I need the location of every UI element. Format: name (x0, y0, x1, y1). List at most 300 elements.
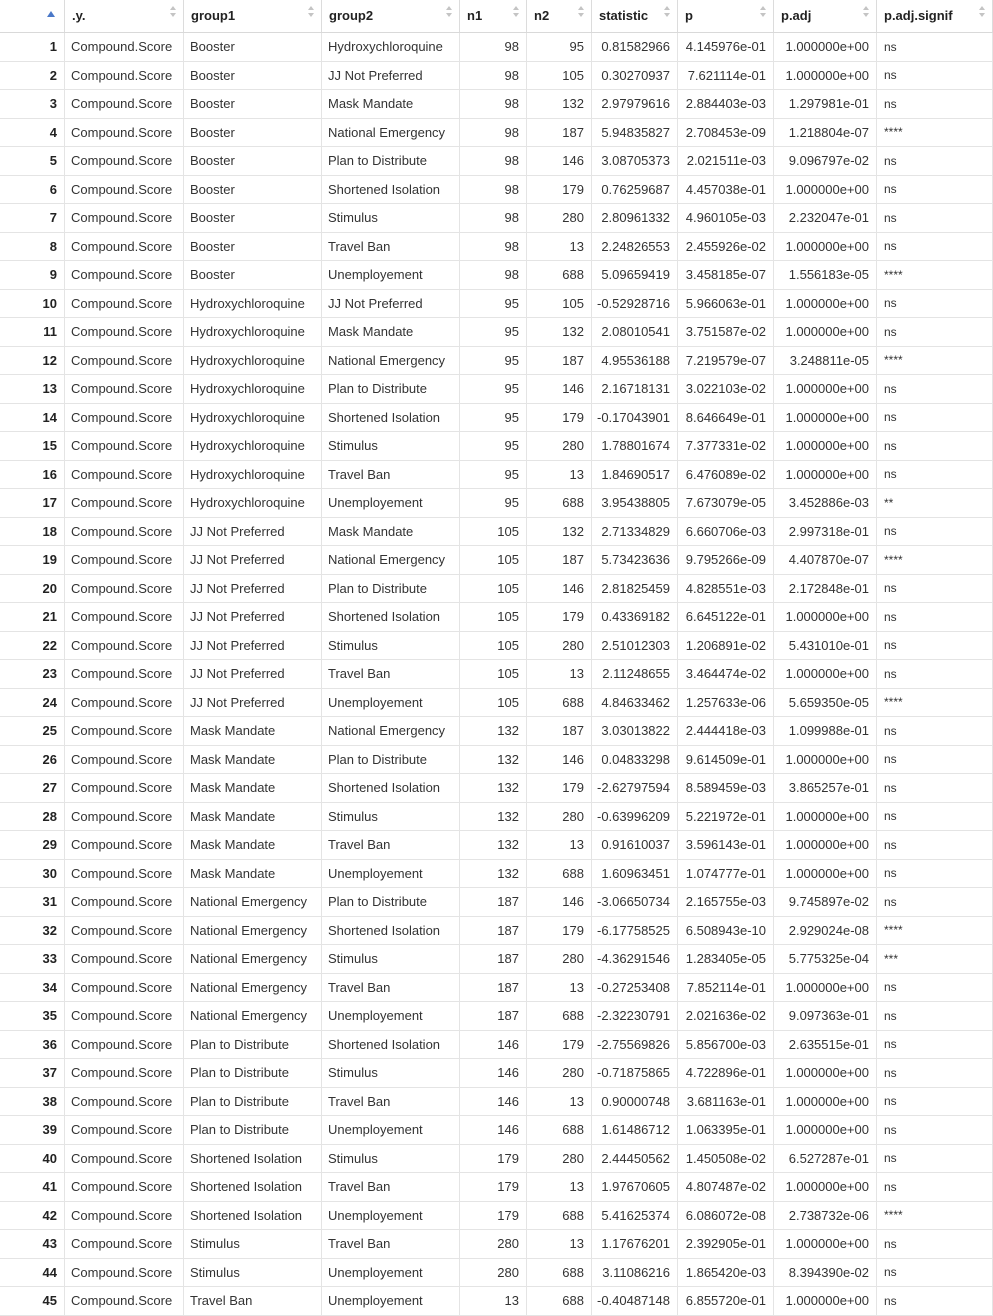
cell-group2: Travel Ban (322, 1088, 460, 1116)
cell-p-adj-signif: ns (877, 1059, 993, 1087)
table-row[interactable] (0, 632, 993, 661)
table-row[interactable] (0, 1230, 993, 1259)
cell-p: 4.722896e-01 (678, 1059, 774, 1087)
cell-statistic: 2.51012303 (592, 632, 678, 660)
table-row[interactable] (0, 461, 993, 490)
cell-group1: JJ Not Preferred (184, 660, 322, 688)
cell-p-adj-signif: ns (877, 290, 993, 318)
column-header-n1[interactable] (460, 0, 527, 32)
cell-p: 1.257633e-06 (678, 689, 774, 717)
cell-n1: 95 (460, 347, 527, 375)
row-index: 13 (0, 375, 65, 403)
cell-n1: 132 (460, 860, 527, 888)
cell-p-adj-signif: ns (877, 204, 993, 232)
cell-n1: 146 (460, 1088, 527, 1116)
cell-statistic: 4.84633462 (592, 689, 678, 717)
cell-n2: 187 (527, 119, 592, 147)
table-row[interactable] (0, 917, 993, 946)
cell-group2: Travel Ban (322, 1173, 460, 1201)
cell-n2: 688 (527, 1116, 592, 1144)
column-header-label: .y. (72, 8, 86, 23)
cell-p: 4.807487e-02 (678, 1173, 774, 1201)
cell-p-adj: 1.000000e+00 (774, 660, 877, 688)
cell-p: 4.145976e-01 (678, 33, 774, 61)
cell-n2: 13 (527, 831, 592, 859)
cell-statistic: -0.71875865 (592, 1059, 678, 1087)
cell-n1: 105 (460, 603, 527, 631)
cell-y: Compound.Score (65, 33, 184, 61)
table-row[interactable] (0, 1059, 993, 1088)
cell-n1: 146 (460, 1116, 527, 1144)
table-row[interactable] (0, 518, 993, 547)
cell-group2: Mask Mandate (322, 518, 460, 546)
table-row[interactable] (0, 1259, 993, 1288)
cell-n1: 98 (460, 33, 527, 61)
cell-statistic: 2.11248655 (592, 660, 678, 688)
table-row[interactable] (0, 33, 993, 62)
row-index: 22 (0, 632, 65, 660)
cell-p-adj-signif: **** (877, 119, 993, 147)
cell-y: Compound.Score (65, 147, 184, 175)
row-index: 17 (0, 489, 65, 517)
table-row[interactable] (0, 1116, 993, 1145)
cell-n1: 105 (460, 575, 527, 603)
cell-group2: JJ Not Preferred (322, 290, 460, 318)
cell-y: Compound.Score (65, 1173, 184, 1201)
cell-p-adj: 6.527287e-01 (774, 1145, 877, 1173)
cell-y: Compound.Score (65, 1088, 184, 1116)
cell-p: 3.464474e-02 (678, 660, 774, 688)
cell-n1: 98 (460, 261, 527, 289)
cell-p: 1.206891e-02 (678, 632, 774, 660)
cell-group1: Booster (184, 176, 322, 204)
table-row[interactable] (0, 689, 993, 718)
cell-statistic: 2.08010541 (592, 318, 678, 346)
cell-group1: Booster (184, 62, 322, 90)
cell-p-adj-signif: ns (877, 1230, 993, 1258)
table-row[interactable] (0, 147, 993, 176)
cell-group1: Hydroxychloroquine (184, 404, 322, 432)
cell-n1: 132 (460, 831, 527, 859)
cell-p-adj-signif: ns (877, 318, 993, 346)
cell-p-adj: 1.000000e+00 (774, 62, 877, 90)
table-row[interactable] (0, 404, 993, 433)
cell-group1: JJ Not Preferred (184, 603, 322, 631)
cell-p: 3.458185e-07 (678, 261, 774, 289)
row-index: 25 (0, 717, 65, 745)
cell-p: 3.022103e-02 (678, 375, 774, 403)
cell-n1: 105 (460, 546, 527, 574)
table-row[interactable] (0, 119, 993, 148)
cell-n1: 187 (460, 888, 527, 916)
table-row[interactable] (0, 546, 993, 575)
cell-y: Compound.Score (65, 917, 184, 945)
cell-statistic: -6.17758525 (592, 917, 678, 945)
cell-statistic: 2.71334829 (592, 518, 678, 546)
cell-y: Compound.Score (65, 575, 184, 603)
cell-group1: Mask Mandate (184, 831, 322, 859)
cell-n2: 132 (527, 90, 592, 118)
cell-group1: Hydroxychloroquine (184, 432, 322, 460)
cell-y: Compound.Score (65, 1202, 184, 1230)
table-row[interactable] (0, 803, 993, 832)
cell-group1: Plan to Distribute (184, 1031, 322, 1059)
table-row[interactable] (0, 204, 993, 233)
cell-y: Compound.Score (65, 860, 184, 888)
cell-group1: Mask Mandate (184, 860, 322, 888)
table-row[interactable] (0, 717, 993, 746)
table-row[interactable] (0, 746, 993, 775)
table-row[interactable] (0, 290, 993, 319)
cell-n2: 13 (527, 1088, 592, 1116)
column-header-p-adj-signif[interactable] (877, 0, 993, 32)
cell-group1: Booster (184, 90, 322, 118)
cell-p-adj: 1.000000e+00 (774, 1230, 877, 1258)
cell-group2: Unemployement (322, 1002, 460, 1030)
cell-statistic: -2.32230791 (592, 1002, 678, 1030)
cell-n2: 688 (527, 261, 592, 289)
cell-p-adj: 1.000000e+00 (774, 1059, 877, 1087)
cell-p: 6.508943e-10 (678, 917, 774, 945)
cell-group2: Mask Mandate (322, 318, 460, 346)
table-row[interactable] (0, 1287, 993, 1316)
cell-y: Compound.Score (65, 1116, 184, 1144)
table-row[interactable] (0, 432, 993, 461)
sort-icon[interactable] (308, 6, 315, 22)
cell-group1: Plan to Distribute (184, 1116, 322, 1144)
cell-y: Compound.Score (65, 119, 184, 147)
cell-group2: Plan to Distribute (322, 888, 460, 916)
table-row[interactable] (0, 1031, 993, 1060)
cell-p-adj: 4.407870e-07 (774, 546, 877, 574)
cell-statistic: 2.16718131 (592, 375, 678, 403)
cell-group2: Unemployement (322, 489, 460, 517)
cell-group1: Booster (184, 119, 322, 147)
column-header-p-adj[interactable] (774, 0, 877, 32)
cell-group2: National Emergency (322, 347, 460, 375)
cell-group2: National Emergency (322, 119, 460, 147)
row-index: 39 (0, 1116, 65, 1144)
cell-statistic: 5.41625374 (592, 1202, 678, 1230)
cell-p-adj-signif: ns (877, 147, 993, 175)
row-index: 38 (0, 1088, 65, 1116)
cell-group1: Travel Ban (184, 1287, 322, 1315)
cell-y: Compound.Score (65, 233, 184, 261)
cell-group2: Plan to Distribute (322, 375, 460, 403)
cell-n2: 13 (527, 660, 592, 688)
table-row[interactable] (0, 660, 993, 689)
row-index: 30 (0, 860, 65, 888)
sort-ascending-icon[interactable] (47, 11, 55, 17)
cell-group2: Stimulus (322, 1059, 460, 1087)
cell-n1: 179 (460, 1173, 527, 1201)
cell-p: 4.960105e-03 (678, 204, 774, 232)
cell-statistic: 2.97979616 (592, 90, 678, 118)
cell-p-adj: 1.000000e+00 (774, 1287, 877, 1315)
cell-group2: Stimulus (322, 945, 460, 973)
cell-p: 1.283405e-05 (678, 945, 774, 973)
cell-p: 9.795266e-09 (678, 546, 774, 574)
cell-n2: 179 (527, 917, 592, 945)
table-row[interactable] (0, 489, 993, 518)
table-row[interactable] (0, 90, 993, 119)
cell-group2: Shortened Isolation (322, 404, 460, 432)
cell-n1: 146 (460, 1059, 527, 1087)
cell-p: 1.450508e-02 (678, 1145, 774, 1173)
cell-p: 6.645122e-01 (678, 603, 774, 631)
cell-statistic: 0.91610037 (592, 831, 678, 859)
table-row[interactable] (0, 1173, 993, 1202)
row-index: 18 (0, 518, 65, 546)
cell-n1: 132 (460, 717, 527, 745)
cell-n1: 98 (460, 119, 527, 147)
cell-p: 7.377331e-02 (678, 432, 774, 460)
cell-y: Compound.Score (65, 347, 184, 375)
cell-y: Compound.Score (65, 1031, 184, 1059)
table-row[interactable] (0, 176, 993, 205)
row-index: 11 (0, 318, 65, 346)
cell-n2: 187 (527, 546, 592, 574)
table-row[interactable] (0, 1088, 993, 1117)
cell-n1: 95 (460, 461, 527, 489)
cell-p-adj-signif: **** (877, 689, 993, 717)
cell-n2: 688 (527, 1259, 592, 1287)
sort-icon[interactable] (446, 6, 453, 22)
table-row[interactable] (0, 831, 993, 860)
cell-group1: Booster (184, 261, 322, 289)
cell-p-adj-signif: ns (877, 717, 993, 745)
column-header-label: p.adj (781, 8, 812, 23)
cell-p-adj: 2.232047e-01 (774, 204, 877, 232)
cell-statistic: 0.04833298 (592, 746, 678, 774)
cell-p-adj: 1.000000e+00 (774, 746, 877, 774)
cell-group1: Stimulus (184, 1230, 322, 1258)
cell-p: 2.021511e-03 (678, 147, 774, 175)
cell-statistic: -3.06650734 (592, 888, 678, 916)
cell-group2: Plan to Distribute (322, 575, 460, 603)
table-row[interactable] (0, 774, 993, 803)
cell-p: 2.392905e-01 (678, 1230, 774, 1258)
cell-y: Compound.Score (65, 90, 184, 118)
cell-y: Compound.Score (65, 717, 184, 745)
cell-statistic: 3.08705373 (592, 147, 678, 175)
cell-group1: National Emergency (184, 888, 322, 916)
sort-icon[interactable] (578, 6, 585, 22)
row-index: 21 (0, 603, 65, 631)
cell-group1: National Emergency (184, 945, 322, 973)
cell-p-adj: 1.000000e+00 (774, 290, 877, 318)
cell-group1: Shortened Isolation (184, 1202, 322, 1230)
cell-p: 3.596143e-01 (678, 831, 774, 859)
cell-group2: Stimulus (322, 432, 460, 460)
cell-n2: 179 (527, 404, 592, 432)
table-body (0, 33, 993, 1316)
cell-group2: Stimulus (322, 803, 460, 831)
sort-icon[interactable] (760, 6, 767, 22)
column-header-group1[interactable] (184, 0, 322, 32)
cell-group2: Unemployement (322, 860, 460, 888)
table-row[interactable] (0, 318, 993, 347)
row-index: 1 (0, 33, 65, 61)
cell-p-adj-signif: ns (877, 1002, 993, 1030)
cell-p: 8.646649e-01 (678, 404, 774, 432)
cell-y: Compound.Score (65, 290, 184, 318)
cell-n2: 146 (527, 575, 592, 603)
row-index: 32 (0, 917, 65, 945)
cell-p: 6.660706e-03 (678, 518, 774, 546)
cell-y: Compound.Score (65, 803, 184, 831)
row-index: 40 (0, 1145, 65, 1173)
cell-group1: Booster (184, 233, 322, 261)
cell-p-adj-signif: ns (877, 1287, 993, 1315)
cell-p: 7.852114e-01 (678, 974, 774, 1002)
cell-n1: 98 (460, 147, 527, 175)
cell-p-adj: 1.000000e+00 (774, 1088, 877, 1116)
cell-y: Compound.Score (65, 1230, 184, 1258)
cell-p-adj: 1.000000e+00 (774, 831, 877, 859)
cell-n2: 688 (527, 860, 592, 888)
cell-y: Compound.Score (65, 204, 184, 232)
cell-n2: 179 (527, 1031, 592, 1059)
cell-n2: 688 (527, 1002, 592, 1030)
cell-p-adj-signif: ns (877, 233, 993, 261)
table-row[interactable] (0, 62, 993, 91)
cell-n2: 146 (527, 147, 592, 175)
column-header-n2[interactable] (527, 0, 592, 32)
cell-y: Compound.Score (65, 603, 184, 631)
cell-p-adj: 1.556183e-05 (774, 261, 877, 289)
cell-group2: JJ Not Preferred (322, 62, 460, 90)
cell-n2: 105 (527, 62, 592, 90)
row-index: 6 (0, 176, 65, 204)
cell-p-adj-signif: **** (877, 347, 993, 375)
cell-n1: 187 (460, 1002, 527, 1030)
cell-y: Compound.Score (65, 1059, 184, 1087)
table-row[interactable] (0, 1002, 993, 1031)
table-row[interactable] (0, 945, 993, 974)
cell-p: 2.444418e-03 (678, 717, 774, 745)
table-row[interactable] (0, 888, 993, 917)
cell-p-adj: 1.000000e+00 (774, 233, 877, 261)
column-header-y[interactable] (65, 0, 184, 32)
sort-icon[interactable] (979, 6, 986, 22)
sort-icon[interactable] (664, 6, 671, 22)
cell-statistic: 0.30270937 (592, 62, 678, 90)
row-index: 7 (0, 204, 65, 232)
cell-statistic: 2.44450562 (592, 1145, 678, 1173)
cell-y: Compound.Score (65, 404, 184, 432)
table-row[interactable] (0, 603, 993, 632)
row-index: 26 (0, 746, 65, 774)
cell-group2: Mask Mandate (322, 90, 460, 118)
cell-n2: 13 (527, 974, 592, 1002)
cell-p-adj: 9.097363e-01 (774, 1002, 877, 1030)
cell-p: 6.086072e-08 (678, 1202, 774, 1230)
cell-p-adj: 1.000000e+00 (774, 176, 877, 204)
cell-p-adj: 3.248811e-05 (774, 347, 877, 375)
table-row[interactable] (0, 575, 993, 604)
cell-group1: JJ Not Preferred (184, 632, 322, 660)
cell-p-adj: 2.929024e-08 (774, 917, 877, 945)
cell-p-adj-signif: ns (877, 62, 993, 90)
cell-statistic: 0.43369182 (592, 603, 678, 631)
table-row[interactable] (0, 233, 993, 262)
row-index: 41 (0, 1173, 65, 1201)
cell-n1: 95 (460, 318, 527, 346)
cell-p-adj-signif: ns (877, 803, 993, 831)
table-row[interactable] (0, 1145, 993, 1174)
row-index: 10 (0, 290, 65, 318)
cell-p: 1.865420e-03 (678, 1259, 774, 1287)
table-row[interactable] (0, 375, 993, 404)
row-index: 15 (0, 432, 65, 460)
cell-y: Compound.Score (65, 489, 184, 517)
cell-p-adj: 1.000000e+00 (774, 432, 877, 460)
cell-statistic: 2.24826553 (592, 233, 678, 261)
column-header-p[interactable] (678, 0, 774, 32)
cell-p-adj-signif: **** (877, 261, 993, 289)
cell-n2: 280 (527, 632, 592, 660)
column-header-statistic[interactable] (592, 0, 678, 32)
column-header-label: n1 (467, 8, 483, 23)
cell-group1: Booster (184, 204, 322, 232)
cell-group2: Stimulus (322, 1145, 460, 1173)
cell-statistic: 4.95536188 (592, 347, 678, 375)
cell-p-adj: 8.394390e-02 (774, 1259, 877, 1287)
column-header-group2[interactable] (322, 0, 460, 32)
row-index: 45 (0, 1287, 65, 1315)
cell-group2: Hydroxychloroquine (322, 33, 460, 61)
cell-group1: Plan to Distribute (184, 1059, 322, 1087)
row-index: 19 (0, 546, 65, 574)
row-index-header[interactable] (0, 0, 65, 32)
cell-p-adj: 9.096797e-02 (774, 147, 877, 175)
cell-statistic: 2.81825459 (592, 575, 678, 603)
table-row[interactable] (0, 1202, 993, 1231)
cell-statistic: -0.63996209 (592, 803, 678, 831)
cell-p-adj-signif: ns (877, 746, 993, 774)
cell-statistic: 1.84690517 (592, 461, 678, 489)
cell-group1: Mask Mandate (184, 746, 322, 774)
sort-icon[interactable] (863, 6, 870, 22)
table-row[interactable] (0, 261, 993, 290)
cell-group2: National Emergency (322, 717, 460, 745)
table-row[interactable] (0, 347, 993, 376)
cell-group1: Hydroxychloroquine (184, 290, 322, 318)
cell-statistic: 3.03013822 (592, 717, 678, 745)
table-row[interactable] (0, 974, 993, 1003)
cell-y: Compound.Score (65, 888, 184, 916)
cell-y: Compound.Score (65, 945, 184, 973)
sort-icon[interactable] (170, 6, 177, 22)
cell-p: 1.063395e-01 (678, 1116, 774, 1144)
table-row[interactable] (0, 860, 993, 889)
cell-group1: Shortened Isolation (184, 1173, 322, 1201)
row-index: 35 (0, 1002, 65, 1030)
cell-statistic: 5.09659419 (592, 261, 678, 289)
row-index: 33 (0, 945, 65, 973)
cell-group1: JJ Not Preferred (184, 689, 322, 717)
row-index: 36 (0, 1031, 65, 1059)
cell-n1: 95 (460, 432, 527, 460)
cell-p-adj-signif: ns (877, 1116, 993, 1144)
cell-statistic: 1.60963451 (592, 860, 678, 888)
cell-statistic: 5.73423636 (592, 546, 678, 574)
sort-icon[interactable] (513, 6, 520, 22)
row-index: 42 (0, 1202, 65, 1230)
cell-group1: Hydroxychloroquine (184, 347, 322, 375)
cell-statistic: -0.17043901 (592, 404, 678, 432)
